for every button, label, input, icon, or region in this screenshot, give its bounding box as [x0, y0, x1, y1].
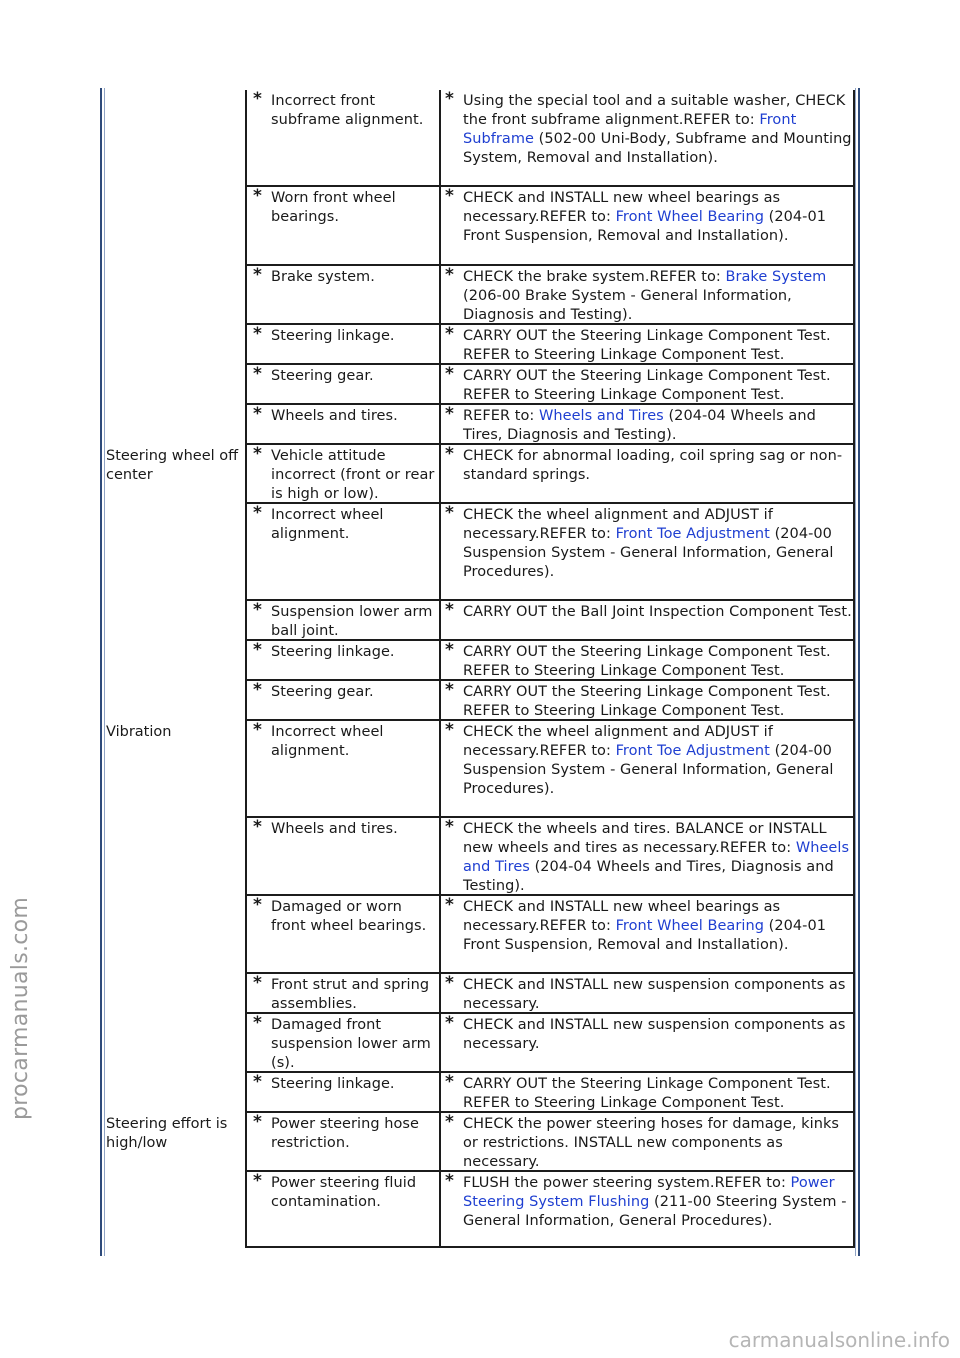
table-row [245, 266, 855, 325]
symptom-cell: Vibration [106, 724, 172, 740]
bullet-star-icon: * [253, 503, 262, 523]
bullet-star-icon: * [445, 895, 454, 915]
bullet-star-icon: * [253, 680, 262, 700]
action-item [445, 1013, 853, 1054]
cause-item [253, 364, 437, 386]
table-row [245, 504, 855, 601]
action-text: CHECK the wheel alignment and ADJUST if necessary. [463, 507, 773, 542]
bullet-star-icon: * [445, 720, 454, 740]
bullet-star-icon: * [445, 265, 454, 285]
cause-cell [245, 325, 441, 363]
diagnosis-table [104, 90, 855, 1248]
bullet-star-icon: * [253, 817, 262, 837]
cause-item [253, 817, 437, 839]
action-text: (502-00 Uni-Body, Subframe and Mounting System, Removal and Installation). [463, 131, 852, 166]
cause-text: Steering gear. [271, 684, 374, 700]
bullet-star-icon: * [445, 680, 454, 700]
cause-text: Incorrect wheel alignment. [271, 507, 384, 542]
cause-item [253, 1171, 437, 1212]
bullet-star-icon: * [253, 324, 262, 344]
action-cell [441, 365, 853, 403]
symptom-cell [104, 90, 245, 445]
bullet-star-icon: * [445, 364, 454, 384]
bullet-star-icon: * [253, 364, 262, 384]
cause-text: Brake system. [271, 269, 375, 285]
table-row [245, 896, 855, 974]
action-text: REFER to: [714, 1175, 791, 1191]
bullet-star-icon: * [445, 503, 454, 523]
cause-cell [245, 1014, 441, 1071]
action-cell [441, 1073, 853, 1111]
cause-item [253, 503, 437, 544]
symptom-group [104, 1113, 855, 1248]
cause-text: Steering linkage. [271, 644, 395, 660]
action-text: (204-00 Suspension System - General Information, General Procedures). [463, 526, 834, 580]
bullet-star-icon: * [445, 600, 454, 620]
action-text: REFER to: [539, 209, 616, 225]
cause-item [253, 600, 437, 641]
bullet-star-icon: * [253, 404, 262, 424]
action-text: CARRY OUT the Steering Linkage Component Test. REFER to Steering Linkage Component Test. [463, 368, 831, 403]
bullet-star-icon: * [253, 1112, 262, 1132]
action-cell [441, 1113, 853, 1170]
action-cell [441, 187, 853, 264]
action-cell [441, 681, 853, 719]
action-text: CHECK the wheels and tires. BALANCE or INSTALL new wheels and tires as necessary. [463, 821, 827, 856]
action-text: CHECK and INSTALL new suspension components as necessary. [463, 977, 846, 1012]
action-item [445, 720, 853, 799]
action-item [445, 186, 853, 246]
table-row [245, 445, 855, 504]
action-item [445, 265, 853, 325]
bullet-star-icon: * [253, 444, 262, 464]
action-item [445, 1171, 853, 1231]
table-row [245, 818, 855, 896]
cause-cell [245, 504, 441, 599]
bullet-star-icon: * [253, 640, 262, 660]
bullet-star-icon: * [253, 1171, 262, 1191]
symptom-group [104, 90, 855, 445]
cause-text: Wheels and tires. [271, 408, 398, 424]
action-text: REFER to: [539, 526, 616, 542]
reference-link[interactable]: Front Wheel Bearing [615, 209, 764, 225]
cause-cell [245, 721, 441, 816]
reference-link[interactable]: Wheels and Tires [463, 840, 850, 875]
cause-cell [245, 681, 441, 719]
left-margin-rule [100, 88, 102, 1256]
action-text: (204-01 Front Suspension, Removal and Installation). [463, 918, 826, 953]
table-row [245, 325, 855, 365]
action-cell [441, 90, 853, 185]
table-row [245, 1113, 855, 1172]
cause-cell [245, 445, 441, 502]
action-text: CHECK the power steering hoses for damage, kinks or restrictions. INSTALL new components as necessary. [463, 1116, 839, 1170]
cause-item [253, 265, 437, 287]
cause-item [253, 444, 437, 504]
cause-text: Damaged front suspension lower arm (s). [271, 1017, 431, 1071]
bullet-star-icon: * [253, 600, 262, 620]
bullet-star-icon: * [253, 265, 262, 285]
bullet-star-icon: * [253, 1013, 262, 1033]
reference-link[interactable]: Power Steering System Flushing [463, 1175, 835, 1210]
cause-item [253, 720, 437, 761]
cause-text: Steering linkage. [271, 1076, 395, 1092]
cause-cell [245, 1172, 441, 1246]
action-text: CHECK and INSTALL new suspension components as necessary. [463, 1017, 846, 1052]
reference-link[interactable]: Wheels and Tires [538, 408, 664, 424]
cause-cell [245, 266, 441, 323]
cause-rows [245, 445, 855, 721]
table-row [245, 90, 855, 187]
reference-link[interactable]: Brake System [725, 269, 827, 285]
cause-cell [245, 187, 441, 264]
bullet-star-icon: * [445, 1072, 454, 1092]
action-cell [441, 405, 853, 443]
action-cell [441, 504, 853, 599]
cause-cell [245, 405, 441, 443]
action-text: Using the special tool and a suitable washer, CHECK the front subframe alignment. [463, 93, 846, 128]
symptom-cell: Steering effort is high/low [106, 1116, 228, 1151]
cause-item [253, 1072, 437, 1094]
right-margin-rule [858, 88, 860, 1256]
action-item [445, 364, 853, 405]
action-text: CARRY OUT the Steering Linkage Component Test. REFER to Steering Linkage Component Test. [463, 684, 831, 719]
action-item [445, 895, 853, 955]
cause-cell [245, 1113, 441, 1170]
cause-cell [245, 90, 441, 185]
cause-text: Steering gear. [271, 368, 374, 384]
table-row [245, 365, 855, 405]
bullet-star-icon: * [253, 895, 262, 915]
action-text: (206-00 Brake System - General Information, Diagnosis and Testing). [463, 288, 792, 323]
action-item [445, 1112, 853, 1172]
action-item [445, 973, 853, 1014]
action-item [445, 600, 853, 622]
action-item [445, 324, 853, 365]
table-row [245, 721, 855, 818]
action-cell [441, 1172, 853, 1246]
action-text: (204-00 Suspension System - General Information, General Procedures). [463, 743, 834, 797]
cause-rows [245, 90, 855, 445]
action-text: (204-04 Wheels and Tires, Diagnosis and Testing). [463, 408, 816, 443]
action-text: CARRY OUT the Steering Linkage Component Test. REFER to Steering Linkage Component Test. [463, 1076, 831, 1111]
action-cell [441, 818, 853, 894]
bottom-watermark: carmanualsonline.info [728, 1328, 950, 1352]
action-cell [441, 325, 853, 363]
action-text: CHECK for abnormal loading, coil spring sag or non-standard springs. [463, 448, 843, 483]
table-row [245, 974, 855, 1014]
reference-link[interactable]: Front Toe Adjustment [615, 526, 770, 542]
action-text: (204-04 Wheels and Tires, Diagnosis and Testing). [463, 859, 834, 894]
reference-link[interactable]: Front Toe Adjustment [615, 743, 770, 759]
reference-link[interactable]: Front Subframe [463, 112, 797, 147]
cause-text: Steering linkage. [271, 328, 395, 344]
action-item [445, 817, 853, 896]
action-item [445, 444, 853, 485]
action-text: CHECK the wheel alignment and ADJUST if necessary. [463, 724, 773, 759]
bullet-star-icon: * [445, 89, 454, 109]
reference-link[interactable]: Front Wheel Bearing [615, 918, 764, 934]
cause-cell [245, 601, 441, 639]
action-text: REFER to: [539, 918, 616, 934]
action-text: FLUSH the power steering system. [463, 1175, 715, 1191]
bullet-star-icon: * [445, 444, 454, 464]
action-cell [441, 641, 853, 679]
action-text: CARRY OUT the Steering Linkage Component Test. REFER to Steering Linkage Component Test. [463, 644, 831, 679]
cause-item [253, 1013, 437, 1073]
bullet-star-icon: * [445, 1112, 454, 1132]
cause-rows [245, 721, 855, 1113]
bullet-star-icon: * [445, 640, 454, 660]
cause-text: Power steering hose restriction. [271, 1116, 420, 1151]
action-text: CARRY OUT the Steering Linkage Component Test. REFER to Steering Linkage Component Test. [463, 328, 831, 363]
action-cell [441, 445, 853, 502]
action-text: REFER to: [539, 743, 616, 759]
action-text: CHECK and INSTALL new wheel bearings as necessary. [463, 190, 781, 225]
cause-cell [245, 896, 441, 972]
table-row [245, 1073, 855, 1113]
bullet-star-icon: * [253, 973, 262, 993]
bullet-star-icon: * [445, 817, 454, 837]
cause-item [253, 640, 437, 662]
cause-rows [245, 1113, 855, 1248]
cause-text: Damaged or worn front wheel bearings. [271, 899, 427, 934]
action-text: CARRY OUT the Ball Joint Inspection Component Test. [463, 604, 852, 620]
table-row [245, 1172, 855, 1248]
action-text: REFER to: [649, 269, 726, 285]
bullet-star-icon: * [445, 186, 454, 206]
action-text: REFER to: [683, 112, 760, 128]
cause-item [253, 895, 437, 936]
cause-item [253, 404, 437, 426]
symptom-group [104, 445, 855, 721]
action-item [445, 503, 853, 582]
table-row [245, 681, 855, 721]
bullet-star-icon: * [445, 1013, 454, 1033]
cause-item [253, 1112, 437, 1153]
action-item [445, 640, 853, 681]
action-text: CHECK the brake system. [463, 269, 650, 285]
cause-text: Worn front wheel bearings. [271, 190, 396, 225]
cause-cell [245, 974, 441, 1012]
cause-text: Vehicle attitude incorrect (front or rear is high or low). [271, 448, 435, 502]
bullet-star-icon: * [445, 404, 454, 424]
cause-text: Front strut and spring assemblies. [271, 977, 430, 1012]
cause-item [253, 89, 437, 130]
action-cell [441, 896, 853, 972]
cause-text: Wheels and tires. [271, 821, 398, 837]
cause-cell [245, 365, 441, 403]
cause-item [253, 973, 437, 1014]
action-item [445, 1072, 853, 1113]
cause-text: Incorrect wheel alignment. [271, 724, 384, 759]
action-text: CHECK and INSTALL new wheel bearings as necessary. [463, 899, 781, 934]
cause-text: Suspension lower arm ball joint. [271, 604, 433, 639]
action-text: REFER to: [719, 840, 796, 856]
cause-item [253, 324, 437, 346]
table-row [245, 1014, 855, 1073]
cause-text: Power steering fluid contamination. [271, 1175, 417, 1210]
cause-item [253, 186, 437, 227]
cause-item [253, 680, 437, 702]
side-watermark: procarmanuals.com [8, 896, 33, 1120]
bullet-star-icon: * [445, 324, 454, 344]
right-margin-rule-inner [855, 88, 856, 1256]
cause-cell [245, 818, 441, 894]
table-row [245, 641, 855, 681]
action-cell [441, 266, 853, 323]
table-row [245, 187, 855, 266]
action-text: (211-00 Steering System - General Information, General Procedures). [463, 1194, 847, 1229]
bullet-star-icon: * [445, 1171, 454, 1191]
bullet-star-icon: * [253, 89, 262, 109]
cause-cell [245, 641, 441, 679]
action-text: REFER to: [463, 408, 539, 424]
bullet-star-icon: * [445, 973, 454, 993]
cause-cell [245, 1073, 441, 1111]
symptom-group [104, 721, 855, 1113]
table-row [245, 405, 855, 445]
action-cell [441, 1014, 853, 1071]
action-item [445, 89, 853, 168]
action-item [445, 680, 853, 721]
action-item [445, 404, 853, 445]
table-row [245, 601, 855, 641]
bullet-star-icon: * [253, 1072, 262, 1092]
action-cell [441, 601, 853, 639]
symptom-cell: Steering wheel off center [106, 448, 239, 483]
action-cell [441, 721, 853, 816]
bullet-star-icon: * [253, 720, 262, 740]
bullet-star-icon: * [253, 186, 262, 206]
action-cell [441, 974, 853, 1012]
cause-text: Incorrect front subframe alignment. [271, 93, 424, 128]
action-text: (204-01 Front Suspension, Removal and Installation). [463, 209, 826, 244]
